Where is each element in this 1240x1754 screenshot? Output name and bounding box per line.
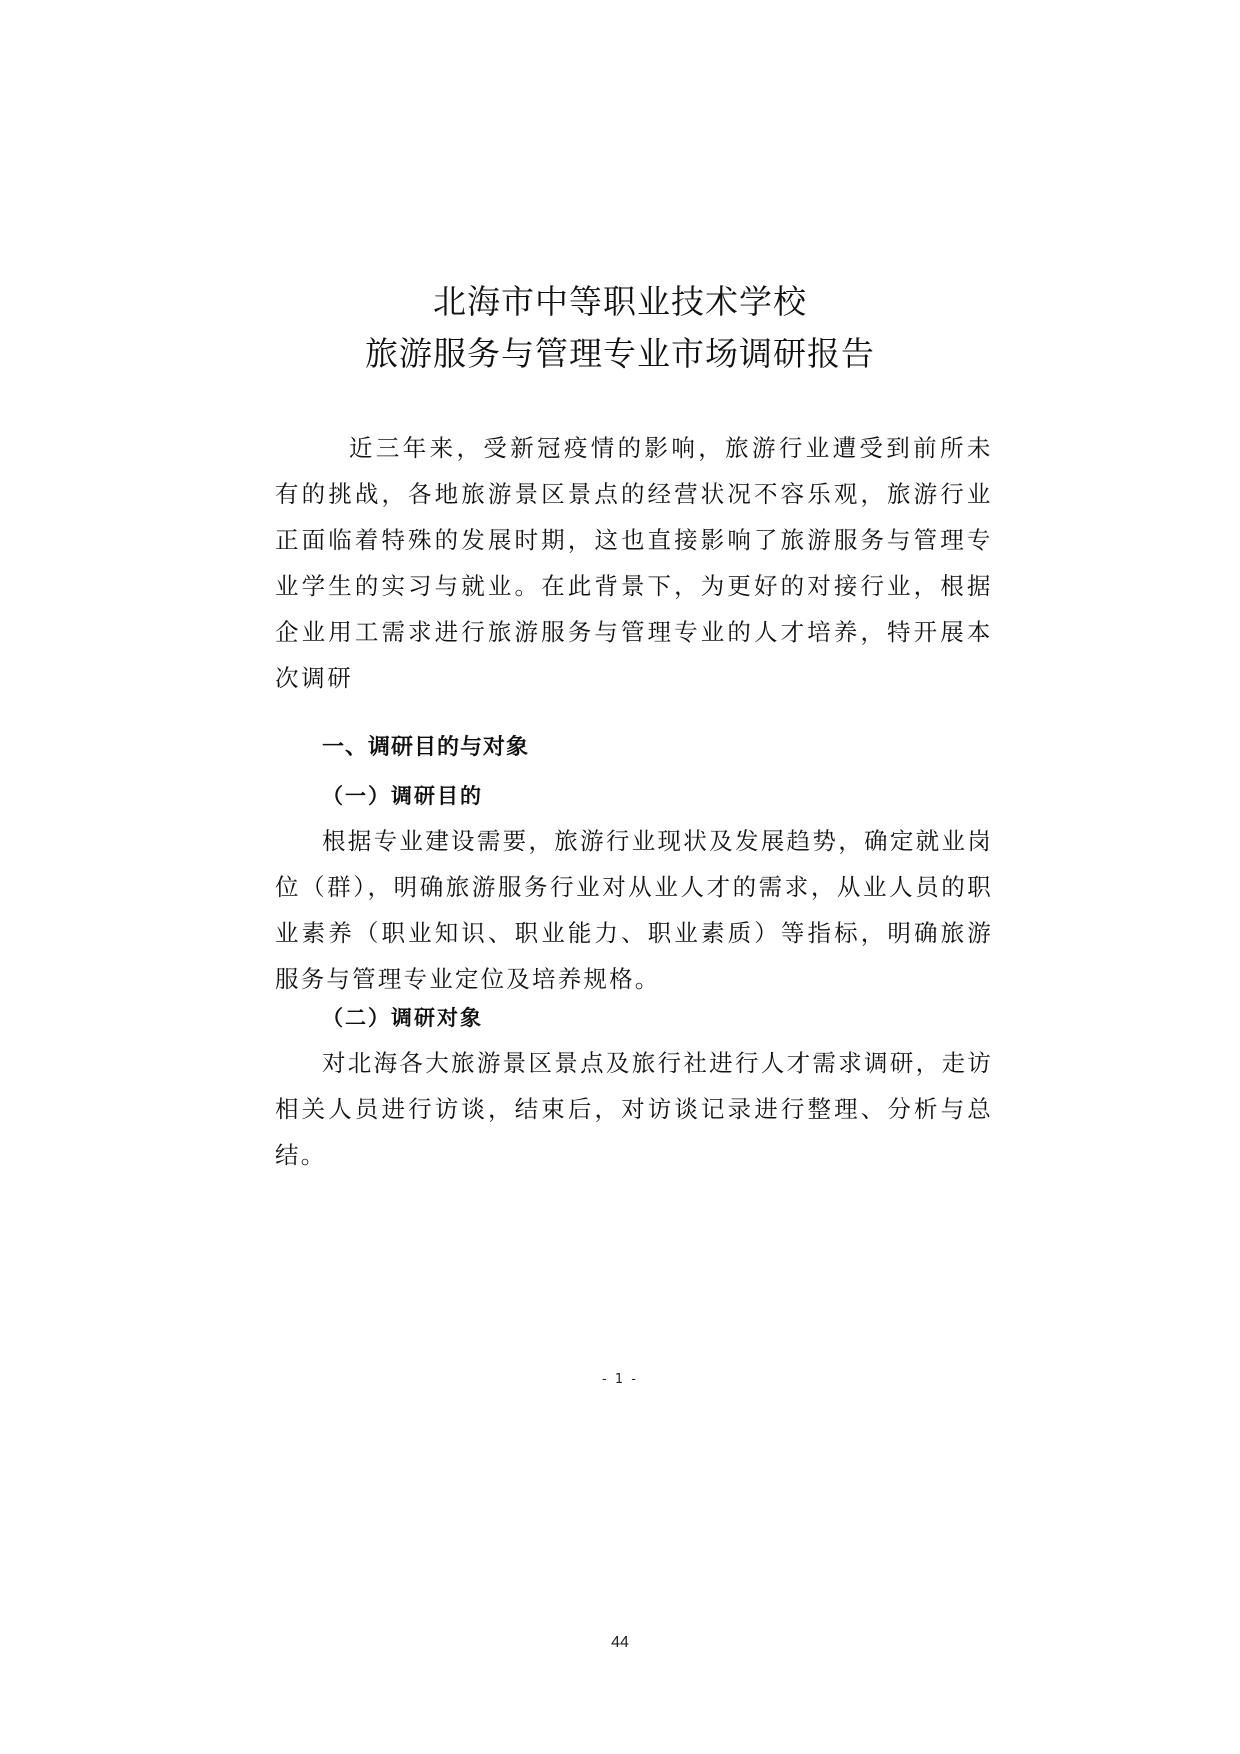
intro-paragraph: 近三年来，受新冠疫情的影响，旅游行业遭受到前所未有的挑战，各地旅游景区景点的经营状况不容乐观，旅游行业正面临着特殊的发展时期，这也直接影响了旅游服务与管理专业学生的实习与就业。在此背景下，为更好的对接行业，根据企业用工需求进行旅游服务与管理专业的人才培养，特开展本次调研 xyxy=(275,434,993,692)
section-heading-1: 一、调研目的与对象 xyxy=(322,735,530,760)
subsection-heading-object: （二）调研对象 xyxy=(322,1006,483,1030)
document-title-line1: 北海市中等职业技术学校 xyxy=(433,282,807,321)
purpose-paragraph: 根据专业建设需要，旅游行业现状及发展趋势，确定就业岗位（群），明确旅游服务行业对从业人才的需求，从业人员的职业素养（职业知识、职业能力、职业素质）等指标，明确旅游服务与管理专业定位及培养规格。 xyxy=(275,827,993,993)
document-title-line2: 旅游服务与管理专业市场调研报告 xyxy=(365,334,875,373)
inner-page-number: - 1 - xyxy=(602,1372,638,1387)
object-paragraph: 对北海各大旅游景区景点及旅行社进行人才需求调研，走访相关人员进行访谈，结束后，对访谈记录进行整理、分析与总结。 xyxy=(275,1049,993,1169)
subsection-heading-purpose: （一）调研目的 xyxy=(322,784,483,808)
outer-page-number: 44 xyxy=(611,1634,629,1651)
